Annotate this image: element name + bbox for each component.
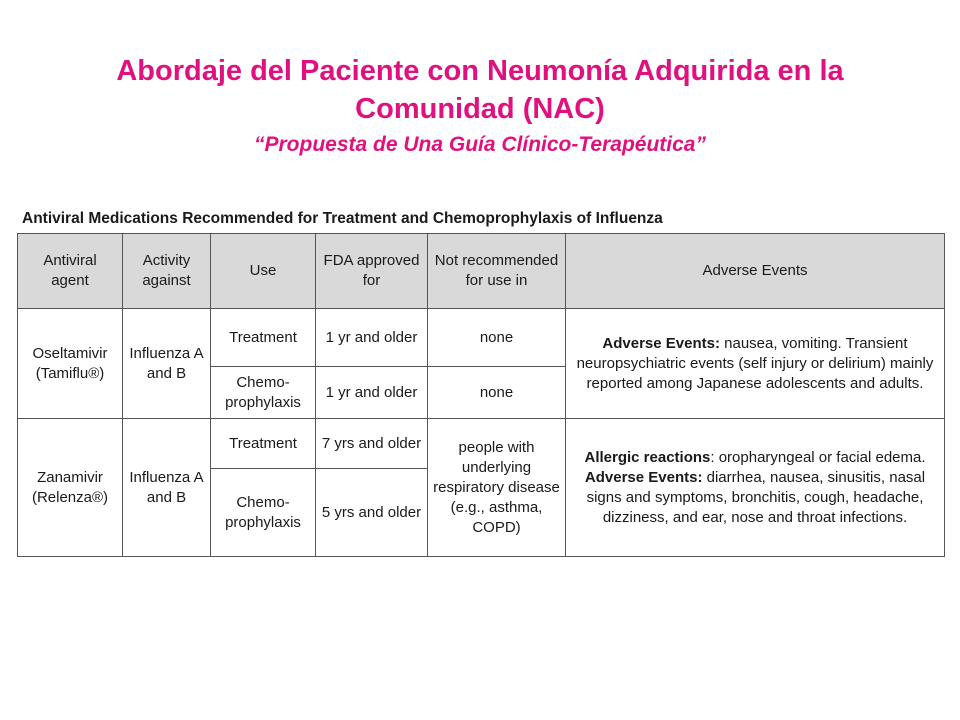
page-subtitle: “Propuesta de Una Guía Clínico-Terapéutica”: [254, 133, 706, 156]
allergic-reactions-text: : oropharyngeal or facial edema.: [710, 448, 926, 466]
header-adverse-events: Adverse Events: [566, 234, 945, 309]
oseltamivir-adverse-cell: [566, 309, 945, 419]
zanamivir-treatment-use-cell: Treatment: [211, 419, 316, 469]
table-row: [18, 419, 945, 469]
oseltamivir-chemo-fda-cell: 1 yr and older: [316, 367, 428, 419]
header-activity-against: Activity against: [123, 234, 211, 309]
adverse-events-text: nausea, vomiting. Transient neuropsychiatric events (self injury or delirium) mainly reported among Japanese adolescents and adults.: [576, 334, 934, 392]
zanamivir-adverse-cell: [566, 419, 945, 557]
header-fda-approved: FDA approved for: [316, 234, 428, 309]
oseltamivir-agent-cell: Oseltamivir (Tamiflu®): [18, 309, 123, 419]
oseltamivir-chemo-use-cell: Chemo-prophylaxis: [211, 367, 316, 419]
header-antiviral-agent: Antiviral agent: [18, 234, 123, 309]
table-caption: Antiviral Medications Recommended for Treatment and Chemoprophylaxis of Influenza: [22, 210, 663, 227]
oseltamivir-treatment-use-cell: Treatment: [211, 309, 316, 367]
header-not-recommended: Not recommended for use in: [428, 234, 566, 309]
oseltamivir-treatment-not-recommended-cell: none: [428, 309, 566, 367]
page-title: Abordaje del Paciente con Neumonía Adquirida en la Comunidad (NAC): [116, 55, 844, 125]
slide-title: [40, 52, 920, 160]
oseltamivir-chemo-not-recommended-cell: none: [428, 367, 566, 419]
zanamivir-activity-cell: Influenza A and B: [123, 419, 211, 557]
zanamivir-agent-cell: Zanamivir (Relenza®): [18, 419, 123, 557]
adverse-events-label: Adverse Events:: [584, 468, 703, 486]
antiviral-table: [17, 233, 945, 557]
zanamivir-treatment-fda-cell: 7 yrs and older: [316, 419, 428, 469]
header-use: Use: [211, 234, 316, 309]
oseltamivir-activity-cell: Influenza A and B: [123, 309, 211, 419]
zanamivir-not-recommended-cell: people with underlying respiratory disease (e.g., asthma, COPD): [428, 419, 566, 557]
table-row: [18, 309, 945, 367]
allergic-reactions-label: Allergic reactions: [584, 448, 711, 466]
adverse-events-label: Adverse Events:: [602, 334, 720, 352]
zanamivir-chemo-use-cell: Chemo-prophylaxis: [211, 469, 316, 557]
adverse-events-text: diarrhea, nausea, sinusitis, nasal signs and symptoms, bronchitis, cough, headache, dizziness, and ear, nose and throat infections.: [586, 468, 926, 526]
table-header-row: [18, 234, 945, 309]
zanamivir-chemo-fda-cell: 5 yrs and older: [316, 469, 428, 557]
oseltamivir-treatment-fda-cell: 1 yr and older: [316, 309, 428, 367]
